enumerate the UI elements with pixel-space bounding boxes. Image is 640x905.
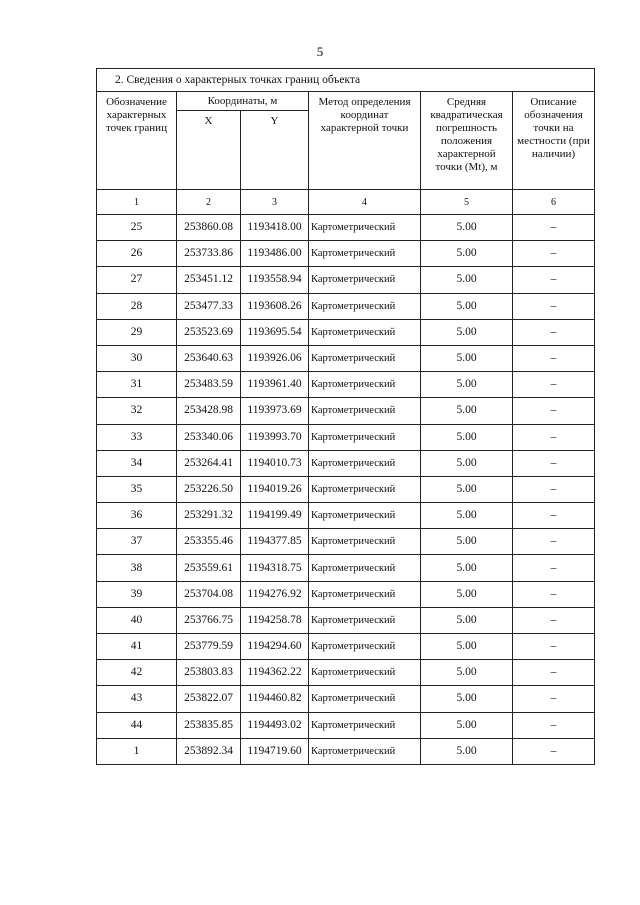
cell-y: 1194258.78 bbox=[241, 607, 309, 633]
cell-point: 43 bbox=[97, 686, 177, 712]
cell-accuracy: 5.00 bbox=[421, 293, 513, 319]
cell-point: 36 bbox=[97, 503, 177, 529]
table-row bbox=[97, 738, 595, 764]
cell-method: Картометрический bbox=[309, 634, 421, 660]
cell-description: – bbox=[513, 634, 595, 660]
cell-description: – bbox=[513, 738, 595, 764]
cell-y: 1194493.02 bbox=[241, 712, 309, 738]
table-row bbox=[97, 634, 595, 660]
cell-x: 253428.98 bbox=[177, 398, 241, 424]
cell-x: 253559.61 bbox=[177, 555, 241, 581]
table-row bbox=[97, 424, 595, 450]
cell-accuracy: 5.00 bbox=[421, 215, 513, 241]
table-row bbox=[97, 660, 595, 686]
cell-point: 1 bbox=[97, 738, 177, 764]
cell-accuracy: 5.00 bbox=[421, 319, 513, 345]
cell-method: Картометрический bbox=[309, 345, 421, 371]
cell-accuracy: 5.00 bbox=[421, 634, 513, 660]
cell-method: Картометрический bbox=[309, 555, 421, 581]
cell-method: Картометрический bbox=[309, 215, 421, 241]
cell-description: – bbox=[513, 529, 595, 555]
header-coords: Координаты, м bbox=[177, 92, 309, 111]
table-row bbox=[97, 529, 595, 555]
page-number: 5 bbox=[316, 44, 324, 59]
cell-point: 40 bbox=[97, 607, 177, 633]
boundary-points-table bbox=[96, 68, 595, 765]
cell-accuracy: 5.00 bbox=[421, 738, 513, 764]
cell-method: Картометрический bbox=[309, 503, 421, 529]
cell-x: 253822.07 bbox=[177, 686, 241, 712]
cell-method: Картометрический bbox=[309, 319, 421, 345]
cell-description: – bbox=[513, 660, 595, 686]
cell-x: 253779.59 bbox=[177, 634, 241, 660]
cell-y: 1194362.22 bbox=[241, 660, 309, 686]
cell-method: Картометрический bbox=[309, 398, 421, 424]
cell-point: 26 bbox=[97, 241, 177, 267]
cell-method: Картометрический bbox=[309, 607, 421, 633]
cell-method: Картометрический bbox=[309, 660, 421, 686]
table-row bbox=[97, 398, 595, 424]
cell-point: 28 bbox=[97, 293, 177, 319]
cell-point: 32 bbox=[97, 398, 177, 424]
cell-point: 37 bbox=[97, 529, 177, 555]
cell-x: 253766.75 bbox=[177, 607, 241, 633]
cell-accuracy: 5.00 bbox=[421, 424, 513, 450]
cell-y: 1193558.94 bbox=[241, 267, 309, 293]
cell-x: 253340.06 bbox=[177, 424, 241, 450]
header-point: Обозначение характерных точек границ bbox=[97, 92, 177, 190]
cell-description: – bbox=[513, 372, 595, 398]
cell-method: Картометрический bbox=[309, 424, 421, 450]
cell-accuracy: 5.00 bbox=[421, 372, 513, 398]
column-number: 5 bbox=[421, 190, 513, 215]
section-title-row bbox=[97, 69, 595, 92]
cell-point: 38 bbox=[97, 555, 177, 581]
table-row bbox=[97, 476, 595, 502]
cell-y: 1194318.75 bbox=[241, 555, 309, 581]
cell-method: Картометрический bbox=[309, 712, 421, 738]
cell-accuracy: 5.00 bbox=[421, 581, 513, 607]
cell-point: 42 bbox=[97, 660, 177, 686]
cell-x: 253704.08 bbox=[177, 581, 241, 607]
cell-y: 1194460.82 bbox=[241, 686, 309, 712]
cell-point: 25 bbox=[97, 215, 177, 241]
cell-point: 39 bbox=[97, 581, 177, 607]
column-number: 6 bbox=[513, 190, 595, 215]
header-x: X bbox=[177, 111, 241, 190]
cell-description: – bbox=[513, 215, 595, 241]
cell-method: Картометрический bbox=[309, 738, 421, 764]
cell-method: Картометрический bbox=[309, 267, 421, 293]
cell-y: 1194719.60 bbox=[241, 738, 309, 764]
cell-x: 253264.41 bbox=[177, 450, 241, 476]
cell-x: 253523.69 bbox=[177, 319, 241, 345]
cell-method: Картометрический bbox=[309, 450, 421, 476]
column-number: 2 bbox=[177, 190, 241, 215]
cell-method: Картометрический bbox=[309, 581, 421, 607]
table-row bbox=[97, 503, 595, 529]
cell-y: 1194019.26 bbox=[241, 476, 309, 502]
cell-method: Картометрический bbox=[309, 529, 421, 555]
table-row bbox=[97, 241, 595, 267]
cell-description: – bbox=[513, 607, 595, 633]
cell-y: 1194294.60 bbox=[241, 634, 309, 660]
cell-point: 29 bbox=[97, 319, 177, 345]
cell-description: – bbox=[513, 241, 595, 267]
cell-y: 1193695.54 bbox=[241, 319, 309, 345]
cell-y: 1194377.85 bbox=[241, 529, 309, 555]
cell-method: Картометрический bbox=[309, 372, 421, 398]
cell-description: – bbox=[513, 398, 595, 424]
cell-description: – bbox=[513, 476, 595, 502]
header-row bbox=[97, 92, 595, 111]
table-row bbox=[97, 345, 595, 371]
cell-accuracy: 5.00 bbox=[421, 712, 513, 738]
section-title: 2. Сведения о характерных точках границ объекта bbox=[97, 69, 595, 92]
column-number: 4 bbox=[309, 190, 421, 215]
cell-x: 253355.46 bbox=[177, 529, 241, 555]
cell-description: – bbox=[513, 319, 595, 345]
table-row bbox=[97, 450, 595, 476]
cell-y: 1193418.00 bbox=[241, 215, 309, 241]
cell-description: – bbox=[513, 503, 595, 529]
cell-y: 1193486.00 bbox=[241, 241, 309, 267]
cell-description: – bbox=[513, 267, 595, 293]
cell-accuracy: 5.00 bbox=[421, 529, 513, 555]
cell-y: 1193926.06 bbox=[241, 345, 309, 371]
cell-x: 253291.32 bbox=[177, 503, 241, 529]
cell-point: 41 bbox=[97, 634, 177, 660]
cell-x: 253483.59 bbox=[177, 372, 241, 398]
cell-point: 34 bbox=[97, 450, 177, 476]
cell-description: – bbox=[513, 293, 595, 319]
cell-point: 33 bbox=[97, 424, 177, 450]
table-row bbox=[97, 712, 595, 738]
cell-description: – bbox=[513, 581, 595, 607]
table-row bbox=[97, 686, 595, 712]
cell-accuracy: 5.00 bbox=[421, 398, 513, 424]
column-number-row bbox=[97, 190, 595, 215]
cell-y: 1193973.69 bbox=[241, 398, 309, 424]
cell-method: Картометрический bbox=[309, 476, 421, 502]
cell-x: 253640.63 bbox=[177, 345, 241, 371]
cell-point: 44 bbox=[97, 712, 177, 738]
column-number: 3 bbox=[241, 190, 309, 215]
table-row bbox=[97, 555, 595, 581]
cell-accuracy: 5.00 bbox=[421, 476, 513, 502]
cell-accuracy: 5.00 bbox=[421, 607, 513, 633]
table-row bbox=[97, 293, 595, 319]
column-number: 1 bbox=[97, 190, 177, 215]
cell-description: – bbox=[513, 712, 595, 738]
cell-method: Картометрический bbox=[309, 241, 421, 267]
cell-x: 253733.86 bbox=[177, 241, 241, 267]
cell-point: 31 bbox=[97, 372, 177, 398]
cell-description: – bbox=[513, 424, 595, 450]
table-row bbox=[97, 319, 595, 345]
cell-x: 253860.08 bbox=[177, 215, 241, 241]
cell-y: 1194010.73 bbox=[241, 450, 309, 476]
header-accuracy: Средняя квадратическая погрешность положения характерной точки (Mt), м bbox=[421, 92, 513, 190]
cell-method: Картометрический bbox=[309, 686, 421, 712]
header-description: Описание обозначения точки на местности (при наличии) bbox=[513, 92, 595, 190]
cell-description: – bbox=[513, 555, 595, 581]
cell-accuracy: 5.00 bbox=[421, 503, 513, 529]
cell-accuracy: 5.00 bbox=[421, 450, 513, 476]
header-y: Y bbox=[241, 111, 309, 190]
cell-y: 1194199.49 bbox=[241, 503, 309, 529]
table-row bbox=[97, 607, 595, 633]
table-row bbox=[97, 215, 595, 241]
cell-x: 253803.83 bbox=[177, 660, 241, 686]
cell-description: – bbox=[513, 345, 595, 371]
cell-method: Картометрический bbox=[309, 293, 421, 319]
table-row bbox=[97, 372, 595, 398]
cell-accuracy: 5.00 bbox=[421, 686, 513, 712]
header-method: Метод определения координат характерной точки bbox=[309, 92, 421, 190]
cell-y: 1194276.92 bbox=[241, 581, 309, 607]
table-row bbox=[97, 581, 595, 607]
cell-x: 253835.85 bbox=[177, 712, 241, 738]
cell-x: 253892.34 bbox=[177, 738, 241, 764]
cell-point: 27 bbox=[97, 267, 177, 293]
cell-description: – bbox=[513, 450, 595, 476]
cell-y: 1193993.70 bbox=[241, 424, 309, 450]
cell-accuracy: 5.00 bbox=[421, 345, 513, 371]
cell-accuracy: 5.00 bbox=[421, 241, 513, 267]
cell-x: 253226.50 bbox=[177, 476, 241, 502]
cell-y: 1193608.26 bbox=[241, 293, 309, 319]
cell-point: 30 bbox=[97, 345, 177, 371]
cell-accuracy: 5.00 bbox=[421, 555, 513, 581]
cell-accuracy: 5.00 bbox=[421, 267, 513, 293]
cell-description: – bbox=[513, 686, 595, 712]
table-row bbox=[97, 267, 595, 293]
cell-y: 1193961.40 bbox=[241, 372, 309, 398]
cell-x: 253451.12 bbox=[177, 267, 241, 293]
cell-point: 35 bbox=[97, 476, 177, 502]
cell-accuracy: 5.00 bbox=[421, 660, 513, 686]
cell-x: 253477.33 bbox=[177, 293, 241, 319]
